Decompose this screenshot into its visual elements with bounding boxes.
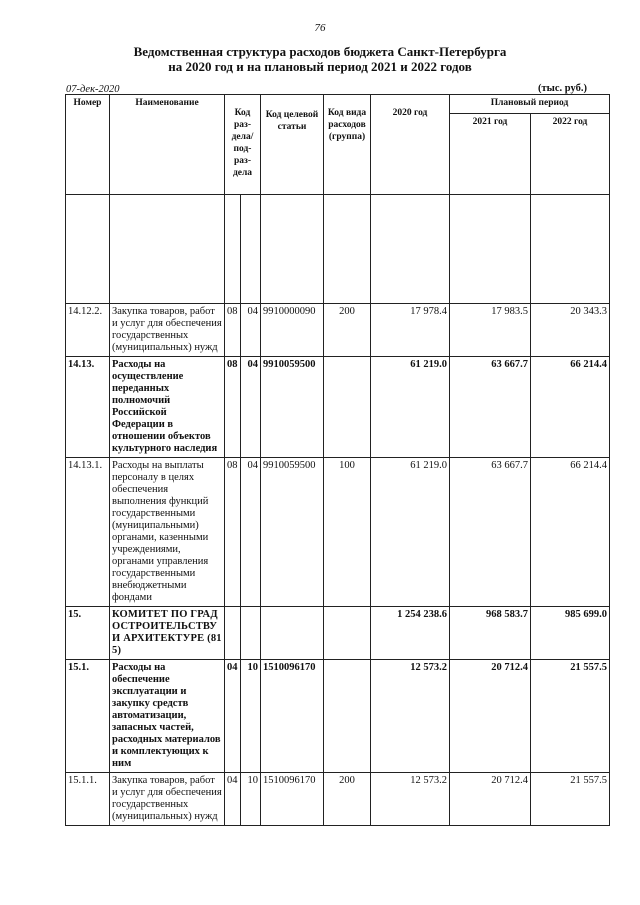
header-2020: 2020 год <box>371 95 450 195</box>
row-name: Расходы на обеспечение эксплуатации и закупку средств автоматизации, запасных частей, расходных материалов и комплектующих к ним <box>110 660 225 773</box>
row-2021: 63 667.7 <box>450 357 531 458</box>
row-2022: 66 214.4 <box>531 357 610 458</box>
row-2022: 985 699.0 <box>531 607 610 660</box>
page-number: 76 <box>314 22 326 34</box>
row-number: 14.13.1. <box>66 458 110 607</box>
row-expense-type <box>324 607 371 660</box>
document-title <box>0 44 640 74</box>
header-section-code: Код раз- дела/ под- раз- дела <box>225 95 261 195</box>
row-target: 1510096170 <box>261 660 324 773</box>
row-section: 08 <box>225 304 241 357</box>
header-target-code: Код целевой статьи <box>261 95 324 195</box>
row-expense-type <box>324 660 371 773</box>
row-subsection: 10 <box>241 660 261 773</box>
spacer-row <box>66 195 610 304</box>
row-subsection: 04 <box>241 458 261 607</box>
row-number: 15.1. <box>66 660 110 773</box>
row-expense-type: 200 <box>324 773 371 826</box>
row-2021: 20 712.4 <box>450 773 531 826</box>
table-row <box>66 458 610 607</box>
units-label: (тыс. руб.) <box>538 83 587 94</box>
title-line-1: Ведомственная структура расходов бюджета Санкт-Петербурга <box>133 44 507 59</box>
header-expense-type: Код вида расходов (группа) <box>324 95 371 195</box>
row-number: 14.13. <box>66 357 110 458</box>
row-2020: 12 573.2 <box>371 660 450 773</box>
row-section: 08 <box>225 458 241 607</box>
row-2020: 61 219.0 <box>371 357 450 458</box>
document-date: 07-дек-2020 <box>66 84 120 95</box>
row-section: 04 <box>225 660 241 773</box>
row-2020: 17 978.4 <box>371 304 450 357</box>
row-subsection: 10 <box>241 773 261 826</box>
row-subsection: 04 <box>241 304 261 357</box>
row-2022: 66 214.4 <box>531 458 610 607</box>
row-number: 15. <box>66 607 110 660</box>
row-target: 1510096170 <box>261 773 324 826</box>
row-2022: 21 557.5 <box>531 660 610 773</box>
row-name: Закупка товаров, работ и услуг для обеспечения государственных (муниципальных) нужд <box>110 304 225 357</box>
row-name: Расходы на осуществление переданных полномочий Российской Федерации в отношении объектов культурного наследия <box>110 357 225 458</box>
row-2021: 20 712.4 <box>450 660 531 773</box>
row-2022: 20 343.3 <box>531 304 610 357</box>
row-number: 15.1.1. <box>66 773 110 826</box>
row-2020: 1 254 238.6 <box>371 607 450 660</box>
row-section: 04 <box>225 773 241 826</box>
row-2022: 21 557.5 <box>531 773 610 826</box>
row-expense-type: 200 <box>324 304 371 357</box>
row-expense-type: 100 <box>324 458 371 607</box>
title-line-2: на 2020 год и на плановый период 2021 и 2022 годов <box>168 59 472 74</box>
table-row <box>66 357 610 458</box>
row-expense-type <box>324 357 371 458</box>
row-target <box>261 607 324 660</box>
row-name: Закупка товаров, работ и услуг для обеспечения государственных (муниципальных) нужд <box>110 773 225 826</box>
header-planning-period: Плановый период <box>450 95 610 114</box>
table-row <box>66 773 610 826</box>
row-2020: 12 573.2 <box>371 773 450 826</box>
table-row <box>66 304 610 357</box>
row-name: Расходы на выплаты персоналу в целях обеспечения выполнения функций государственными (муниципальными) органами, казенными учреждениями, органами управления государственными внебюджетными фондами <box>110 458 225 607</box>
table-row <box>66 607 610 660</box>
row-subsection: 04 <box>241 357 261 458</box>
row-name: КОМИТЕТ ПО ГРАДОСТРОИТЕЛЬСТВУ И АРХИТЕКТУРЕ (815) <box>110 607 225 660</box>
header-2022: 2022 год <box>531 114 610 195</box>
row-subsection <box>241 607 261 660</box>
row-target: 9910000090 <box>261 304 324 357</box>
header-2021: 2021 год <box>450 114 531 195</box>
row-section <box>225 607 241 660</box>
row-number: 14.12.2. <box>66 304 110 357</box>
budget-table <box>65 94 610 826</box>
header-row-1 <box>66 95 610 114</box>
row-target: 9910059500 <box>261 458 324 607</box>
row-2021: 63 667.7 <box>450 458 531 607</box>
row-2020: 61 219.0 <box>371 458 450 607</box>
header-name: Наименование <box>110 95 225 195</box>
row-2021: 968 583.7 <box>450 607 531 660</box>
header-number: Номер <box>66 95 110 195</box>
row-2021: 17 983.5 <box>450 304 531 357</box>
table-row <box>66 660 610 773</box>
row-target: 9910059500 <box>261 357 324 458</box>
row-section: 08 <box>225 357 241 458</box>
